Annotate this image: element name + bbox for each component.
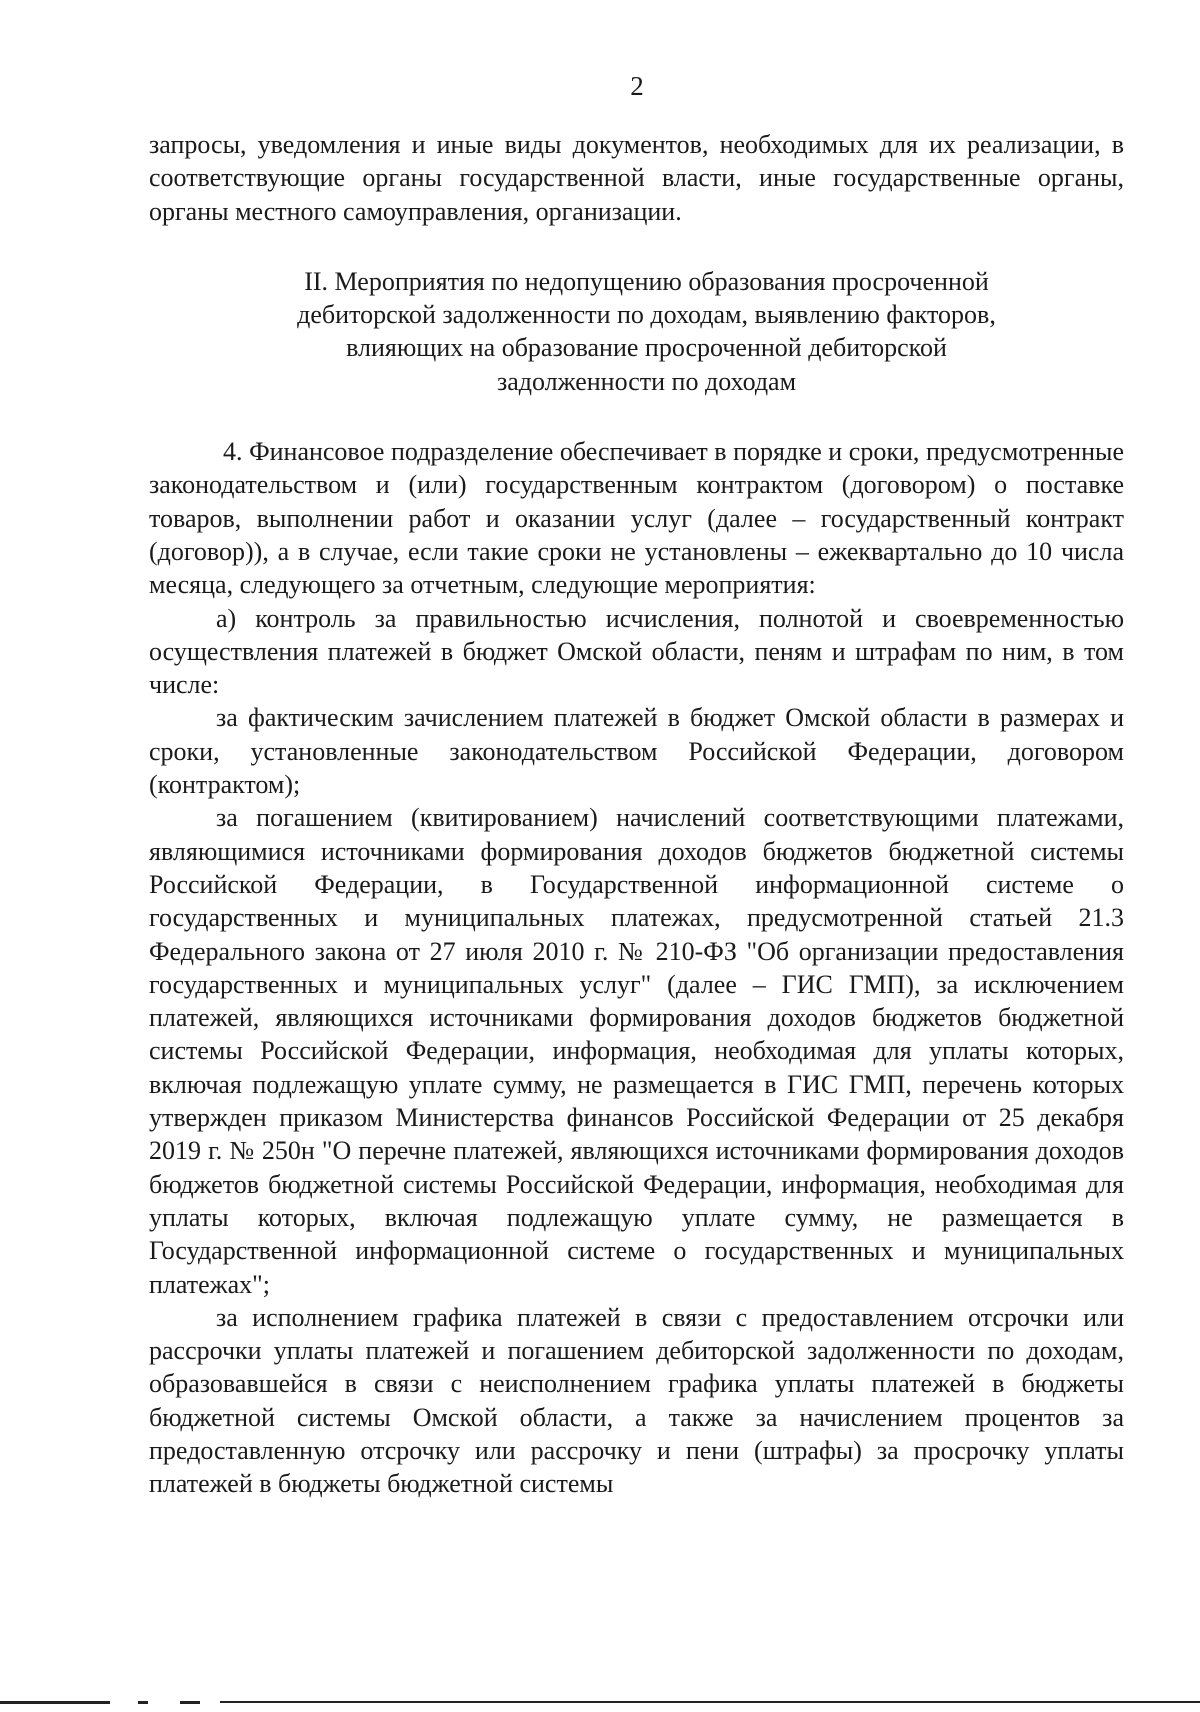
section-heading-line: задолженности по доходам <box>496 366 797 396</box>
intro-paragraph: запросы, уведомления и иные виды документов, необходимых для их реализации, в соответствующие органы государственной власти, иные государственные органы, органы местного самоуправления, организации. <box>149 130 1124 226</box>
page-number: 2 <box>630 71 644 101</box>
section-heading-line: влияющих на образование просроченной дебиторской <box>346 333 947 363</box>
document-body <box>149 128 1124 1501</box>
bottom-scan-edge <box>138 1701 148 1704</box>
paragraph-actual-crediting: за фактическим зачислением платежей в бюджет Омской области в размерах и сроки, установленные законодательством Российской Федерации, договором (контрактом); <box>149 703 1124 800</box>
bottom-scan-edge <box>180 1701 200 1704</box>
section-heading <box>149 265 1124 398</box>
subparagraph-a: а) контроль за правильностью исчисления, полнотой и своевременностью осуществления платежей в бюджет Омской области, пеням и штрафам по ним, в том числе: <box>149 603 1124 700</box>
paragraph-4: 4. Финансовое подразделение обеспечивает в порядке и сроки, предусмотренные законодательством и (или) государственным контрактом (договором) о поставке товаров, выполнении работ и оказании услуг (далее – государственный контракт (договор)), а в случае, если такие сроки не установлены – ежеквартально до 10 числа месяца, следующего за отчетным, следующие мероприятия: <box>149 437 1124 600</box>
bottom-scan-edge <box>220 1701 1200 1703</box>
section-heading-line: дебиторской задолженности по доходам, выявлению факторов, <box>297 300 996 330</box>
paragraph-quittance: за погашением (квитированием) начислений соответствующими платежами, являющимися источниками формирования доходов бюджетов бюджетной системы Российской Федерации, в Государственной информационной системе о государственных и муниципальных платежах, предусмотренной статьей 21.3 Федерального закона от 27 июля 2010 г. № 210-ФЗ "Об организации предоставления государственных и муниципальных услуг" (далее – ГИС ГМП), за исключением платежей, являющихся источниками формирования доходов бюджетов бюджетной системы Российской Федерации, информация, необходимая для уплаты которых, включая подлежащую уплате сумму, не размещается в ГИС ГМП, перечень которых утвержден приказом Министерства финансов Российской Федерации от 25 декабря 2019 г. № 250н "О перечне платежей, являющихся источниками формирования доходов бюджетов бюджетной системы Российской Федерации, информация, необходимая для уплаты которых, включая подлежащую уплате сумму, не размещается в Государственной информационной системе о государственных и муниципальных платежах"; <box>149 803 1124 1299</box>
section-heading-line: II. Мероприятия по недопущению образования просроченной <box>304 266 989 296</box>
paragraph-payment-schedule: за исполнением графика платежей в связи с предоставлением отсрочки или рассрочки уплаты платежей и погашением дебиторской задолженности по доходам, образовавшейся в связи с неисполнением графика уплаты платежей в бюджеты бюджетной системы Омской области, а также за начислением процентов за предоставленную отсрочку или рассрочку и пени (штрафы) за просрочку уплаты платежей в бюджеты бюджетной системы <box>149 1302 1124 1499</box>
bottom-scan-edge <box>0 1701 110 1704</box>
